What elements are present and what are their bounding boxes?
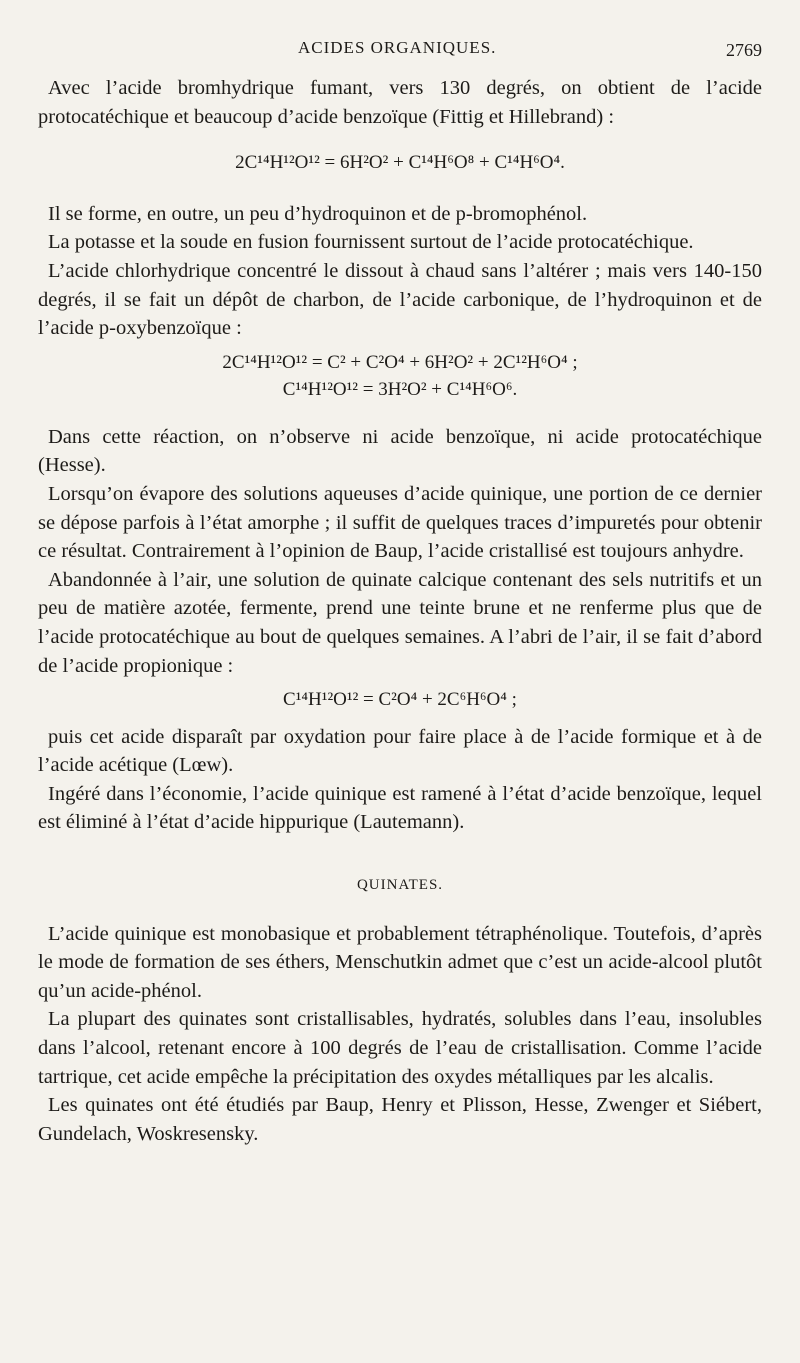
page-header — [0, 36, 800, 66]
paragraph-oxydation: puis cet acide disparaît par oxydation pour faire place à de l’acide formique et à de l’acide acétique (Lœw). — [38, 725, 762, 777]
formula-chlorhydrique-1: 2C¹⁴H¹²O¹² = C² + C²O⁴ + 6H²O² + 2C¹²H⁶O⁴ ; — [222, 351, 578, 373]
paragraph-economie: Ingéré dans l’économie, l’acide quinique est ramené à l’état d’acide benzoïque, lequel est éliminé à l’état d’acide hippurique (Lautemann). — [38, 782, 762, 834]
formula-bromhydrique: 2C¹⁴H¹²O¹² = 6H²O² + C¹⁴H⁶O⁸ + C¹⁴H⁶O⁴. — [235, 152, 565, 174]
page-body — [38, 74, 762, 1148]
formula-propionique: C¹⁴H¹²O¹² = C²O⁴ + 2C⁶H⁶O⁴ ; — [283, 689, 517, 711]
paragraph-chlorhydrique: L’acide chlorhydrique concentré le dissout à chaud sans l’altérer ; mais vers 140-150 degrés, il se fait un dépôt de charbon, de l’acide carbonique, de l’hydroquinon et de l’acide p-oxybenzoïque : — [38, 259, 762, 340]
page-number: 2769 — [726, 40, 762, 60]
paragraph-etudies: Les quinates ont été étudiés par Baup, Henry et Plisson, Hesse, Zwenger et Siébert, Gundelach, Woskresensky. — [38, 1094, 762, 1145]
running-title: ACIDES ORGANIQUES. — [298, 38, 497, 57]
paragraph-hesse: Dans cette réaction, on n’observe ni acide benzoïque, ni acide protocatéchique (Hesse). — [38, 425, 762, 477]
formula-chlorhydrique-2: C¹⁴H¹²O¹² = 3H²O² + C¹⁴H⁶O⁶. — [282, 378, 518, 400]
section-title: QUINATES. — [356, 877, 444, 894]
paragraph-evaporation: Lorsqu’on évapore des solutions aqueuses d’acide quinique, une portion de ce dernier se dépose parfois à l’état amorphe ; il suffit de quelques traces d’impuretés pour obtenir ce résultat. Contrairement à l’opinion de Baup, l’acide cristallisé est toujours anhydre. — [38, 482, 762, 563]
paragraph-bromhydrique: Avec l’acide bromhydrique fumant, vers 130 degrés, on obtient de l’acide protocatéchique et beaucoup d’acide benzoïque (Fittig et Hillebrand) : — [38, 77, 762, 128]
paragraph-fermentation: Abandonnée à l’air, une solution de quinate calcique contenant des sels nutritifs et un peu de matière azotée, fermente, prend une teinte brune et ne renferme plus que de l’acide protocatéchique au bout de quelques semaines. A l’abri de l’air, il se fait d’abord de l’acide propionique : — [38, 568, 762, 677]
paragraph-hydroquinon: Il se forme, en outre, un peu d’hydroquinon et de p-bromophénol. — [48, 202, 588, 225]
paragraph-monobasique: L’acide quinique est monobasique et probablement tétraphénolique. Toutefois, d’après le mode de formation de ses éthers, Menschutkin admet que c’est un acide-alcool plutôt qu’un acide-phénol. — [38, 922, 762, 1002]
paragraph-potasse: La potasse et la soude en fusion fournissent surtout de l’acide protocatéchique. — [48, 231, 694, 254]
paragraph-cristallisables: La plupart des quinates sont cristallisables, hydratés, solubles dans l’eau, insolubles dans l’alcool, retenant encore à 100 degrés de l’eau de cristallisation. Comme l’acide tartrique, cet acide empêche la précipitation des oxydes métalliques par les alcalis. — [38, 1008, 762, 1088]
